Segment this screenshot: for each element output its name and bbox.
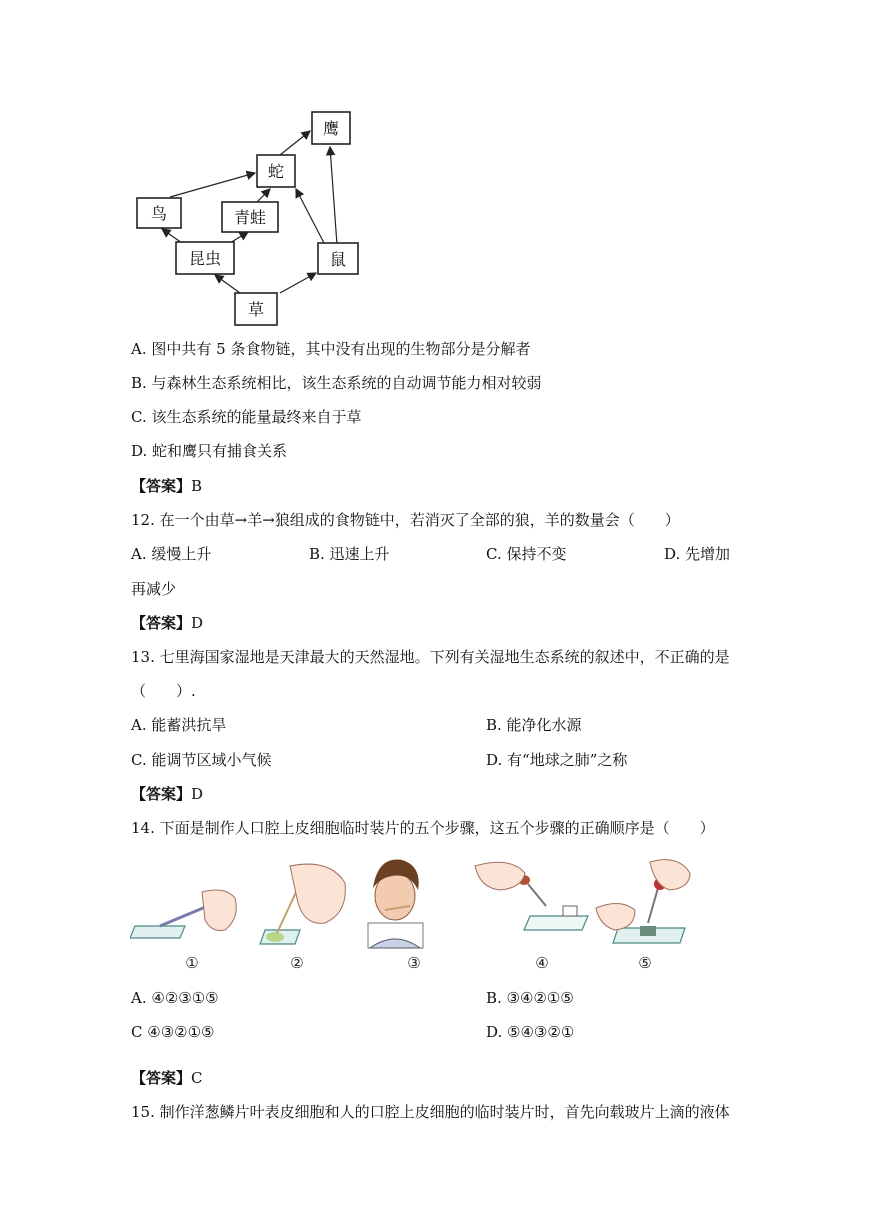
- q12-answer: [131, 613, 203, 633]
- step-label-5: ⑤: [638, 954, 652, 972]
- q14-option-d: D. ⑤④③②①: [486, 1023, 575, 1041]
- answer-value: B: [191, 477, 203, 495]
- answer-label: 【答案】: [131, 614, 192, 632]
- step2-image: [260, 864, 345, 944]
- q11-option-c: C. 该生态系统的能量最终来自于草: [131, 408, 362, 426]
- q12-option-b: B. 迅速上升: [309, 545, 390, 563]
- svg-text:草: 草: [247, 300, 265, 319]
- q11-option-b: B. 与森林生态系统相比，该生态系统的自动调节能力相对较弱: [131, 374, 542, 392]
- q12-stem: 12. 在一个由草→羊→狼组成的食物链中，若消灭了全部的狼，羊的数量会（ ）: [131, 511, 680, 529]
- node-bird: [137, 198, 181, 228]
- q12-option-a: A. 缓慢上升: [131, 545, 212, 563]
- node-eagle: [312, 112, 350, 144]
- q14-option-c: C ④③②①⑤: [131, 1023, 215, 1041]
- svg-text:蛇: 蛇: [267, 162, 285, 181]
- q13-answer: [131, 784, 203, 804]
- step4-image: [475, 862, 588, 930]
- q13-option-b: B. 能净化水源: [486, 716, 582, 734]
- node-grass: [235, 293, 277, 325]
- step-label-3: ③: [407, 954, 421, 972]
- edge-grass-to-mouse: [280, 273, 316, 293]
- edge-bird-to-snake: [170, 173, 255, 197]
- edge-mouse-to-eagle: [330, 147, 337, 245]
- step5-image: [596, 860, 690, 943]
- q11-option-a: A. 图中共有 5 条食物链，其中没有出现的生物部分是分解者: [131, 340, 531, 358]
- q12-option-d-continued: 再减少: [131, 580, 177, 598]
- q13-option-d: D. 有“地球之肺”之称: [486, 751, 628, 769]
- svg-text:鼠: 鼠: [329, 250, 347, 269]
- node-snake: [257, 155, 295, 187]
- answer-value: D: [191, 614, 204, 632]
- q13-option-a: A. 能蓄洪抗旱: [131, 716, 227, 734]
- q13-option-c: C. 能调节区域小气候: [131, 751, 272, 769]
- answer-value: C: [191, 1069, 203, 1087]
- answer-label: 【答案】: [131, 785, 192, 803]
- q12-option-c: C. 保持不变: [486, 545, 567, 563]
- node-insect: [176, 242, 234, 274]
- answer-label: 【答案】: [131, 1069, 192, 1087]
- node-frog: [222, 202, 278, 232]
- q14-answer: [131, 1068, 203, 1088]
- q13-stem-line1: 13. 七里海国家湿地是天津最大的天然湿地。下列有关湿地生态系统的叙述中，不正确的是: [131, 648, 730, 666]
- step-label-2: ②: [290, 954, 304, 972]
- answer-label: 【答案】: [131, 477, 192, 495]
- step1-image: [130, 890, 236, 938]
- q12-option-d: D. 先增加: [664, 545, 731, 563]
- edge-mouse-to-snake: [296, 189, 325, 245]
- svg-text:鹰: 鹰: [322, 119, 340, 138]
- food-web-diagram: [130, 105, 370, 330]
- q13-stem-line2: （ ）.: [131, 682, 196, 700]
- edge-snake-to-eagle: [280, 131, 310, 155]
- svg-text:青蛙: 青蛙: [233, 208, 267, 227]
- q15-stem: 15. 制作洋葱鳞片叶表皮细胞和人的口腔上皮细胞的临时装片时，首先向载玻片上滴的液体: [131, 1103, 730, 1121]
- svg-text:昆虫: 昆虫: [188, 249, 222, 268]
- q14-option-b: B. ③④②①⑤: [486, 989, 574, 1007]
- answer-value: D: [191, 785, 204, 803]
- q11-answer: [131, 476, 202, 496]
- step-label-4: ④: [535, 954, 549, 972]
- node-mouse: [318, 243, 358, 274]
- edge-grass-to-insect: [215, 275, 240, 293]
- step3-image: [368, 860, 423, 948]
- q14-stem: 14. 下面是制作人口腔上皮细胞临时装片的五个步骤，这五个步骤的正确顺序是（ ）: [131, 819, 715, 837]
- edge-insect-to-bird: [162, 229, 182, 243]
- q14-option-a: A. ④②③①⑤: [131, 989, 219, 1007]
- svg-text:鸟: 鸟: [150, 204, 168, 223]
- q11-option-d: D. 蛇和鹰只有捕食关系: [131, 442, 288, 460]
- q14-steps-illustration: [130, 848, 750, 973]
- step-label-1: ①: [185, 954, 199, 972]
